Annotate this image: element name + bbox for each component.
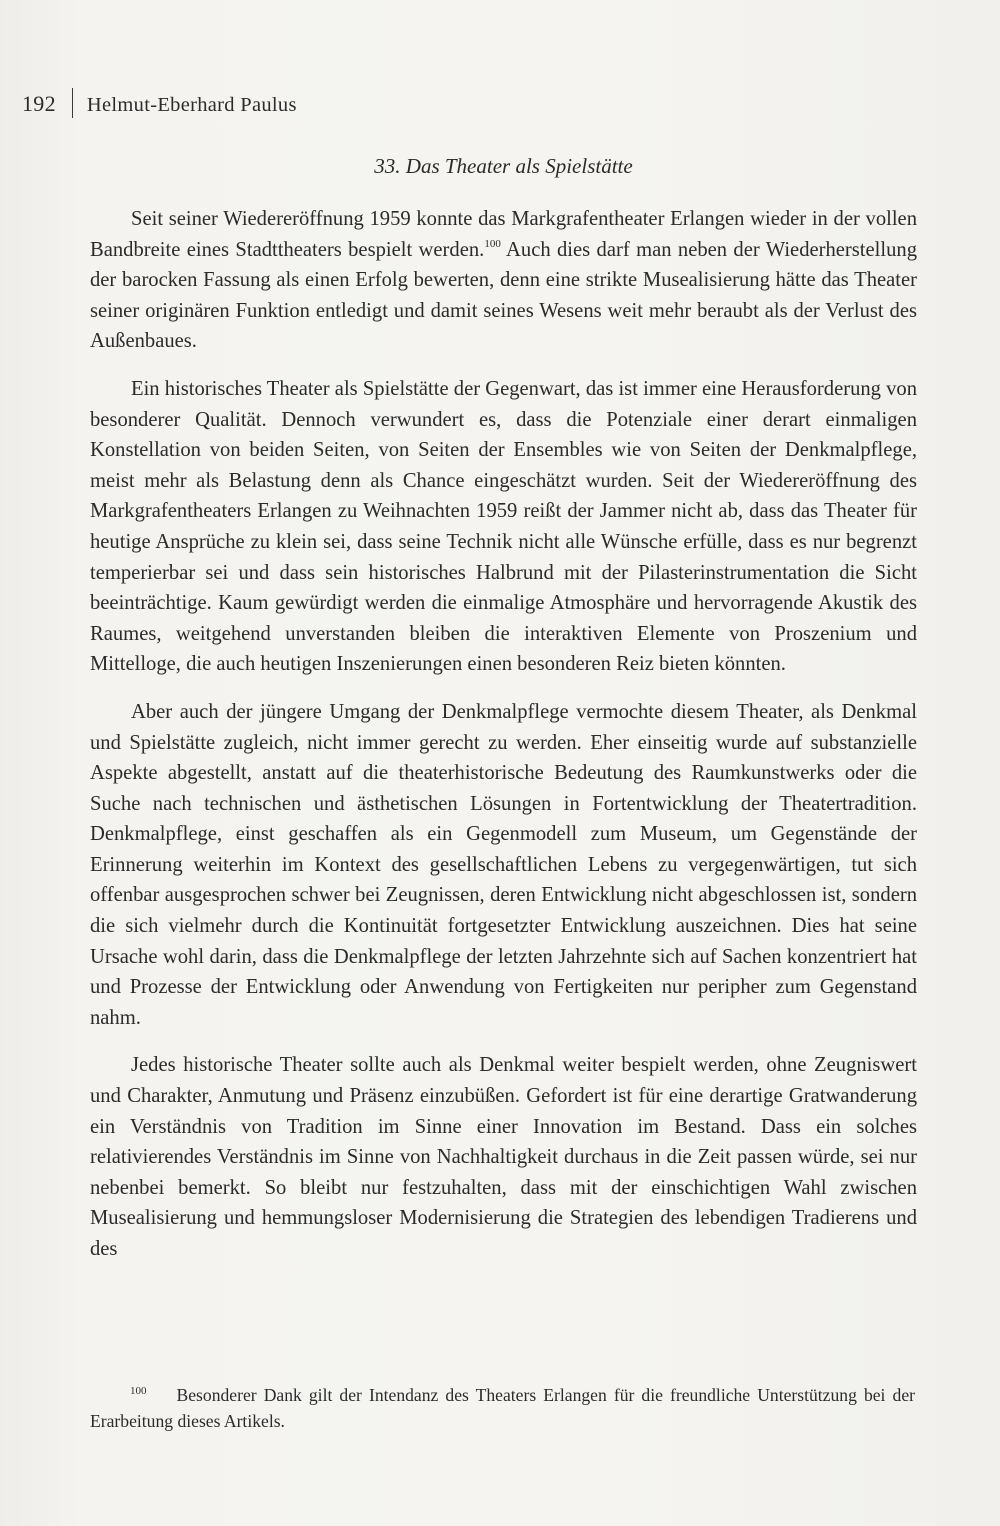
footnote — [90, 1378, 915, 1434]
body-text — [90, 204, 917, 1282]
author-name: Helmut-Eberhard Paulus — [86, 94, 297, 116]
page-number: 192 — [22, 91, 56, 116]
section-title: 33. Das Theater als Spielstätte — [374, 154, 633, 178]
paragraph-1 — [90, 204, 917, 357]
footnote-number: 100 — [130, 1385, 147, 1397]
paragraph-2: Ein historisches Theater als Spielstätte der Gegenwart, das ist immer eine Herausforderung von besonderer Qualität. Dennoch verwundert es, dass die Potenziale einer derart einmaligen Konstellation von beiden Seiten, von Seiten der Ensembles wie von Seiten der Denkmalpflege, meist mehr als Belastung denn als Chance eingeschätzt wurden. Seit der Wiedereröffnung des Markgrafentheaters Erlangen zu Weihnachten 1959 reißt der Jammer nicht ab, dass das Theater für heutige Ansprüche zu klein sei, dass seine Technik nicht alle Wünsche erfülle, dass es nur begrenzt temperierbar sei und dass sein historisches Halbrund mit der Pilasterinstrumentation die Sicht beeinträchtige. Kaum gewürdigt werden die einmalige Atmosphäre und hervorragende Akustik des Raumes, weitgehend unverstanden bleiben die interaktiven Elemente von Proszenium und Mittelloge, die auch heutigen Inszenierungen einen besonderen Reiz bieten könnten. — [90, 377, 917, 676]
paragraph-1-text-a: Seit seiner Wiedereröffnung 1959 konnte das Markgrafentheater Erlangen wieder in der vollen Bandbreite eines Stadttheaters bespielt werden. — [90, 208, 917, 261]
footnote-text: Besonderer Dank gilt der Intendanz des Theaters Erlangen für die freundliche Unterstützung bei der Erarbeitung dieses Artikels. — [90, 1385, 915, 1431]
header-divider — [72, 88, 73, 118]
paragraph-3: Aber auch der jüngere Umgang der Denkmalpflege vermochte diesem Theater, als Denkmal und Spielstätte zugleich, nicht immer gerecht zu werden. Eher einseitig wurde auf substanzielle Aspekte abgestellt, anstatt auf die theaterhistorische Bedeutung des Raumkunstwerks oder die Suche nach technischen und ästhetischen Lösungen in Fortentwicklung der Theatertradition. Denkmalpflege, einst geschaffen als ein Gegenmodell zum Museum, um Gegenstände der Erinnerung weiterhin im Kontext des gesellschaftlichen Lebens zu vergegenwärtigen, tut sich offenbar ausgesprochen schwer bei Zeugnissen, deren Entwicklung nicht abgeschlossen ist, sondern die sich vielmehr durch die Kontinuität fortgesetzter Entwicklung auszeichnen. Dies hat seine Ursache wohl darin, dass die Denkmalpflege der letzten Jahrzehnte sich auf Sachen konzentriert hat und Prozesse der Entwicklung oder Anwendung von Fertigkeiten nur peripher zum Gegenstand nahm. — [90, 700, 917, 1029]
paragraph-4: Jedes historische Theater sollte auch als Denkmal weiter bespielt werden, ohne Zeugniswert und Charakter, Anmutung und Präsenz einzubüßen. Gefordert ist für eine derartige Gratwanderung ein Verständnis von Tradition im Sinne einer Innovation im Bestand. Dass ein solches relativierendes Verständnis im Sinne von Nachhaltigkeit durchaus in die Zeit passen würde, sei nur nebenbei bemerkt. So bleibt nur festzuhalten, dass mit der einschichtigen Wahl zwischen Musealisierung und hemmungsloser Modernisierung die Strategien des lebendigen Tradierens und des — [90, 1054, 917, 1260]
running-head — [22, 88, 297, 118]
footnote-reference: 100 — [484, 237, 501, 250]
paragraph-1-text-b: Auch dies darf man neben der Wiederherstellung der barocken Fassung als einen Erfolg bewerten, denn eine strikte Musealisierung hätte das Theater seiner originären Funktion entledigt und damit seines Wesens weit mehr beraubt als der Verlust des Außenbaues. — [90, 238, 917, 353]
